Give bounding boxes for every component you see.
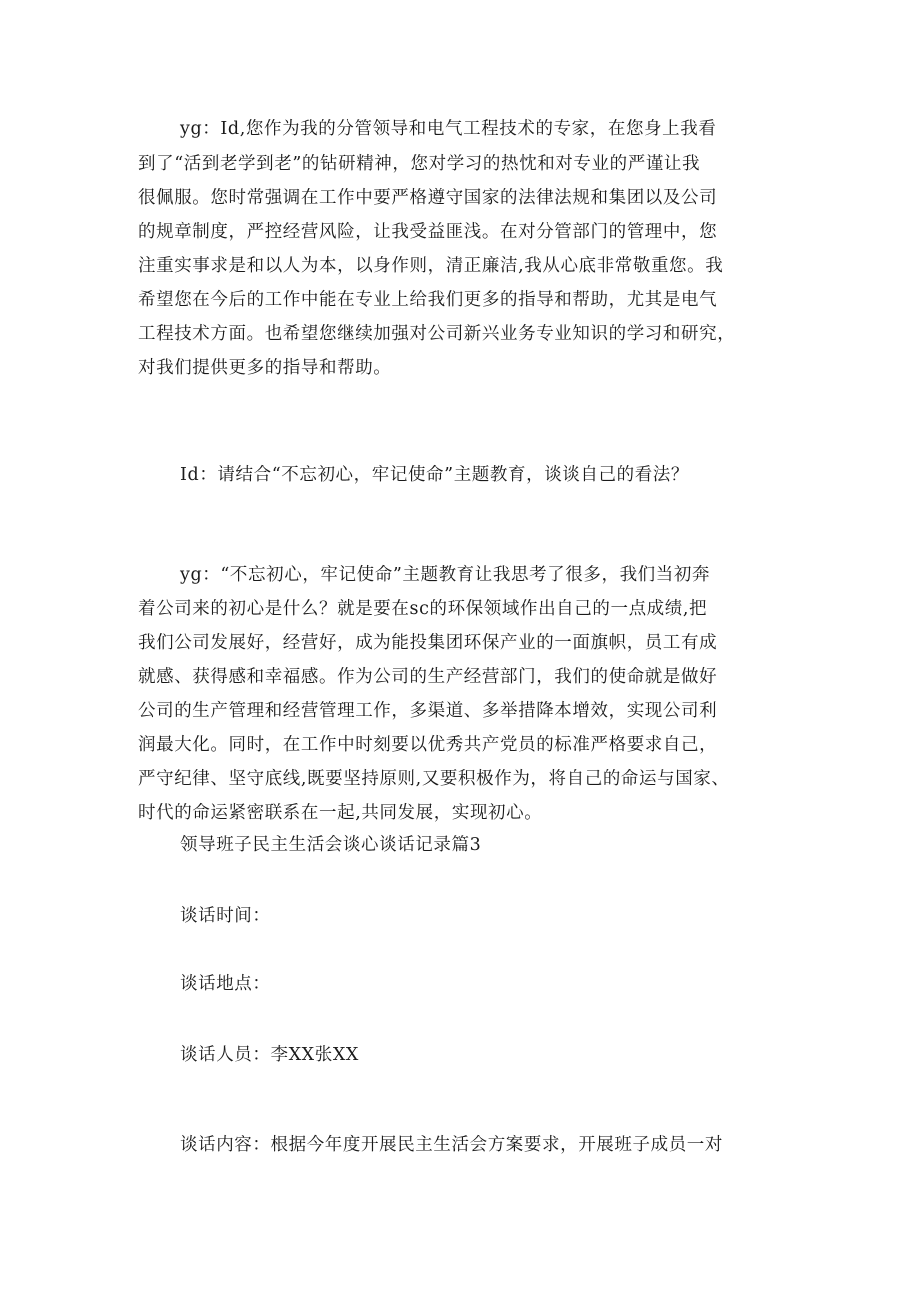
text-line: Id：请结合“不忘初心，牢记使命”主题教育，谈谈自己的看法？	[180, 465, 690, 485]
text-line: 我们公司发展好，经营好，成为能投集团环保产业的一面旗帜，员工有成	[138, 633, 718, 653]
field-label: 谈话地点：	[180, 974, 271, 994]
text-line: 就感、获得感和幸福感。作为公司的生产经营部门，我们的使命就是做好	[138, 667, 718, 687]
text-line: 注重实事求是和以人为本，以身作则，清正廉洁,我从心底非常敬重您。我	[138, 256, 724, 276]
text-line: 公司的生产管理和经营管理工作，多渠道、多举措降本增效，实现公司利	[138, 701, 718, 721]
field-label: 谈话内容：根据今年度开展民主生活会方案要求，开展班子成员一对	[180, 1135, 723, 1155]
text-line: 对我们提供更多的指导和帮助。	[138, 358, 392, 378]
text-line: 希望您在今后的工作中能在专业上给我们更多的指导和帮助，尤其是电气	[138, 290, 718, 310]
field-label: 谈话时间：	[180, 906, 271, 926]
text-line: yg：“不忘初心，牢记使命”主题教育让我思考了很多，我们当初奔	[180, 565, 711, 585]
text-line: 时代的命运紧密联系在一起,共同发展，实现初心。	[138, 803, 543, 823]
text-line: 到了“活到老学到老”的钻研精神，您对学习的热忱和对专业的严谨让我	[138, 154, 701, 174]
text-line: 严守纪律、坚守底线,既要坚持原则,又要积极作为，将自己的命运与国家、	[138, 769, 730, 789]
text-line: 润最大化。同时，在工作中时刻要以优秀共产党员的标准严格要求自己，	[138, 735, 718, 755]
text-line: 工程技术方面。也希望您继续加强对公司新兴业务专业知识的学习和研究，	[138, 324, 736, 344]
text-line: 很佩服。您时常强调在工作中要严格遵守国家的法律法规和集团以及公司	[138, 188, 718, 208]
section-title: 领导班子民主生活会谈心谈话记录篇3	[180, 835, 482, 855]
text-line: yg：Id,您作为我的分管领导和电气工程技术的专家，在您身上我看	[180, 119, 717, 139]
text-line: 的规章制度，严控经营风险，让我受益匪浅。在对分管部门的管理中，您	[138, 222, 718, 242]
text-line: 着公司来的初心是什么？就是要在sc的环保领域作出自己的一点成绩,把	[138, 599, 708, 619]
field-label: 谈话人员：李XX张XX	[180, 1045, 359, 1065]
